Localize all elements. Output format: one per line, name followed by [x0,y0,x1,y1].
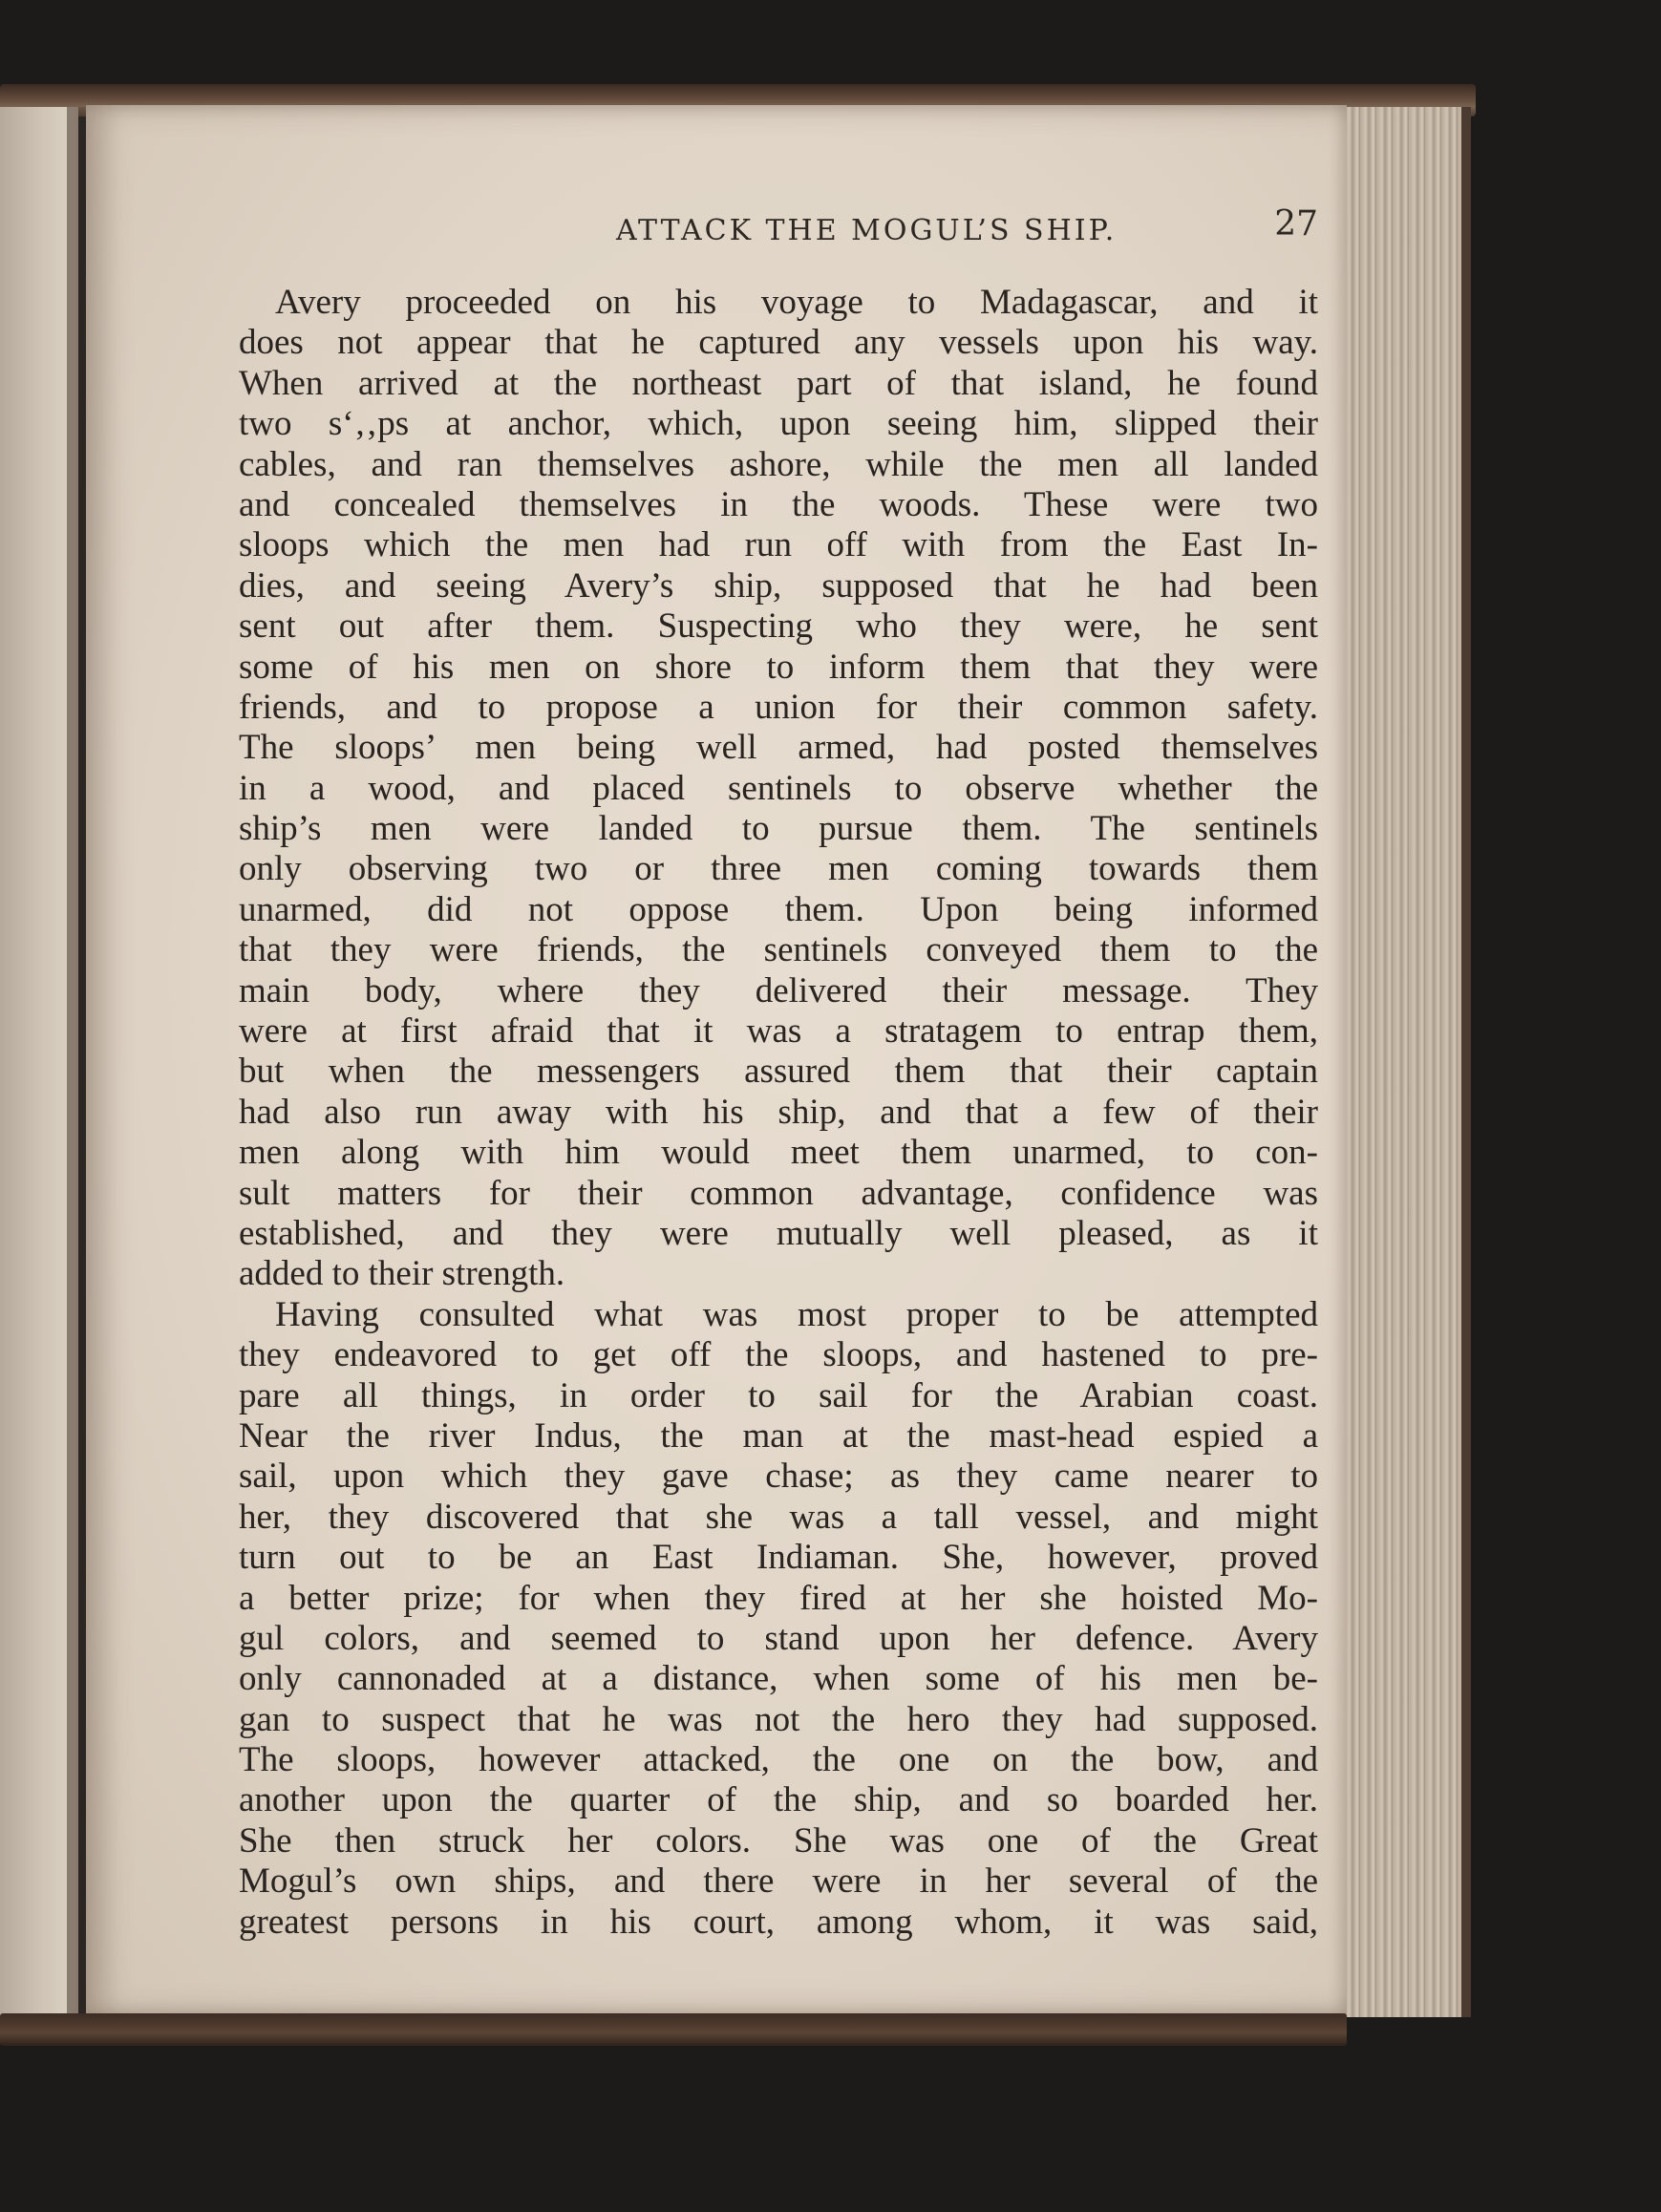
text-line: two s‘‚‚ps at anchor, which, upon seeing him, slipped their [239,404,1318,444]
text-line: but when the messengers assured them that their captain [239,1052,1318,1092]
text-line: pare all things, in order to sail for the Arabian coast. [239,1375,1318,1415]
text-line: were at first afraid that it was a stratagem to entrap them, [239,1011,1318,1052]
text-line: they endeavored to get off the sloops, and hastened to pre- [239,1335,1318,1375]
text-line: The sloops’ men being well armed, had posted themselves [239,728,1318,768]
text-line: gul colors, and seemed to stand upon her defence. Avery [239,1618,1318,1658]
text-line: friends, and to propose a union for their common safety. [239,687,1318,727]
page-edges-stack [1328,107,1471,2017]
text-line: main body, where they delivered their message. They [239,970,1318,1010]
text-line: her, they discovered that she was a tall vessel, and might [239,1497,1318,1537]
text-line: unarmed, did not oppose them. Upon being informed [239,889,1318,929]
text-line: sail, upon which they gave chase; as they came nearer to [239,1457,1318,1497]
text-line: sent out after them. Suspecting who they were, he sent [239,606,1318,647]
text-line: and concealed themselves in the woods. These were two [239,484,1318,524]
chapter-running-title: ATTACK THE MOGUL’S SHIP. [616,214,1118,247]
text-line: does not appear that he captured any vessels upon his way. [239,323,1318,363]
text-line: added to their strength. [239,1254,565,1294]
paragraph-2 [239,1295,1318,1943]
text-line: a better prize; for when they fired at her she hoisted Mo- [239,1578,1318,1618]
text-line: ship’s men were landed to pursue them. The sentinels [239,809,1318,849]
text-line: gan to suspect that he was not the hero they had supposed. [239,1699,1318,1739]
text-line: Near the river Indus, the man at the mast-head espied a [239,1415,1318,1456]
text-line: greatest persons in his court, among whom, it was said, [239,1902,1318,1942]
book-cover-bottom-edge [0,2013,1347,2046]
text-line: in a wood, and placed sentinels to observe whether the [239,768,1318,808]
text-line: When arrived at the northeast part of that island, he found [239,363,1318,403]
text-line: The sloops, however attacked, the one on the bow, and [239,1740,1318,1780]
text-line: had also run away with his ship, and that a few of their [239,1092,1318,1132]
text-line: Mogul’s own ships, and there were in her several of the [239,1861,1318,1902]
text-line: Avery proceeded on his voyage to Madagascar, and it [275,283,1318,322]
text-line: that they were friends, the sentinels conveyed them to the [239,930,1318,970]
text-line: Having consulted what was most proper to be attempted [275,1294,1318,1334]
running-head [239,201,1318,248]
text-line: dies, and seeing Avery’s ship, supposed that he had been [239,565,1318,606]
body-text [239,283,1318,1943]
book-page [86,105,1347,2015]
paragraph-1 [239,283,1318,1295]
text-line: men along with him would meet them unarmed, to con- [239,1133,1318,1173]
text-line: only cannonaded at a distance, when some of his men be- [239,1659,1318,1699]
text-line: only observing two or three men coming towards them [239,849,1318,889]
text-line: some of his men on shore to inform them that they were [239,647,1318,687]
text-line: cables, and ran themselves ashore, while the men all landed [239,444,1318,484]
text-line: sloops which the men had run off with from the East In- [239,525,1318,565]
text-line: sult matters for their common advantage, confidence was [239,1173,1318,1213]
text-line: turn out to be an East Indiaman. She, however, proved [239,1538,1318,1578]
page-number: 27 [1274,204,1318,244]
text-line: another upon the quarter of the ship, and so boarded her. [239,1780,1318,1820]
text-line: established, and they were mutually well pleased, as it [239,1213,1318,1253]
text-line: She then struck her colors. She was one of the Great [239,1820,1318,1861]
